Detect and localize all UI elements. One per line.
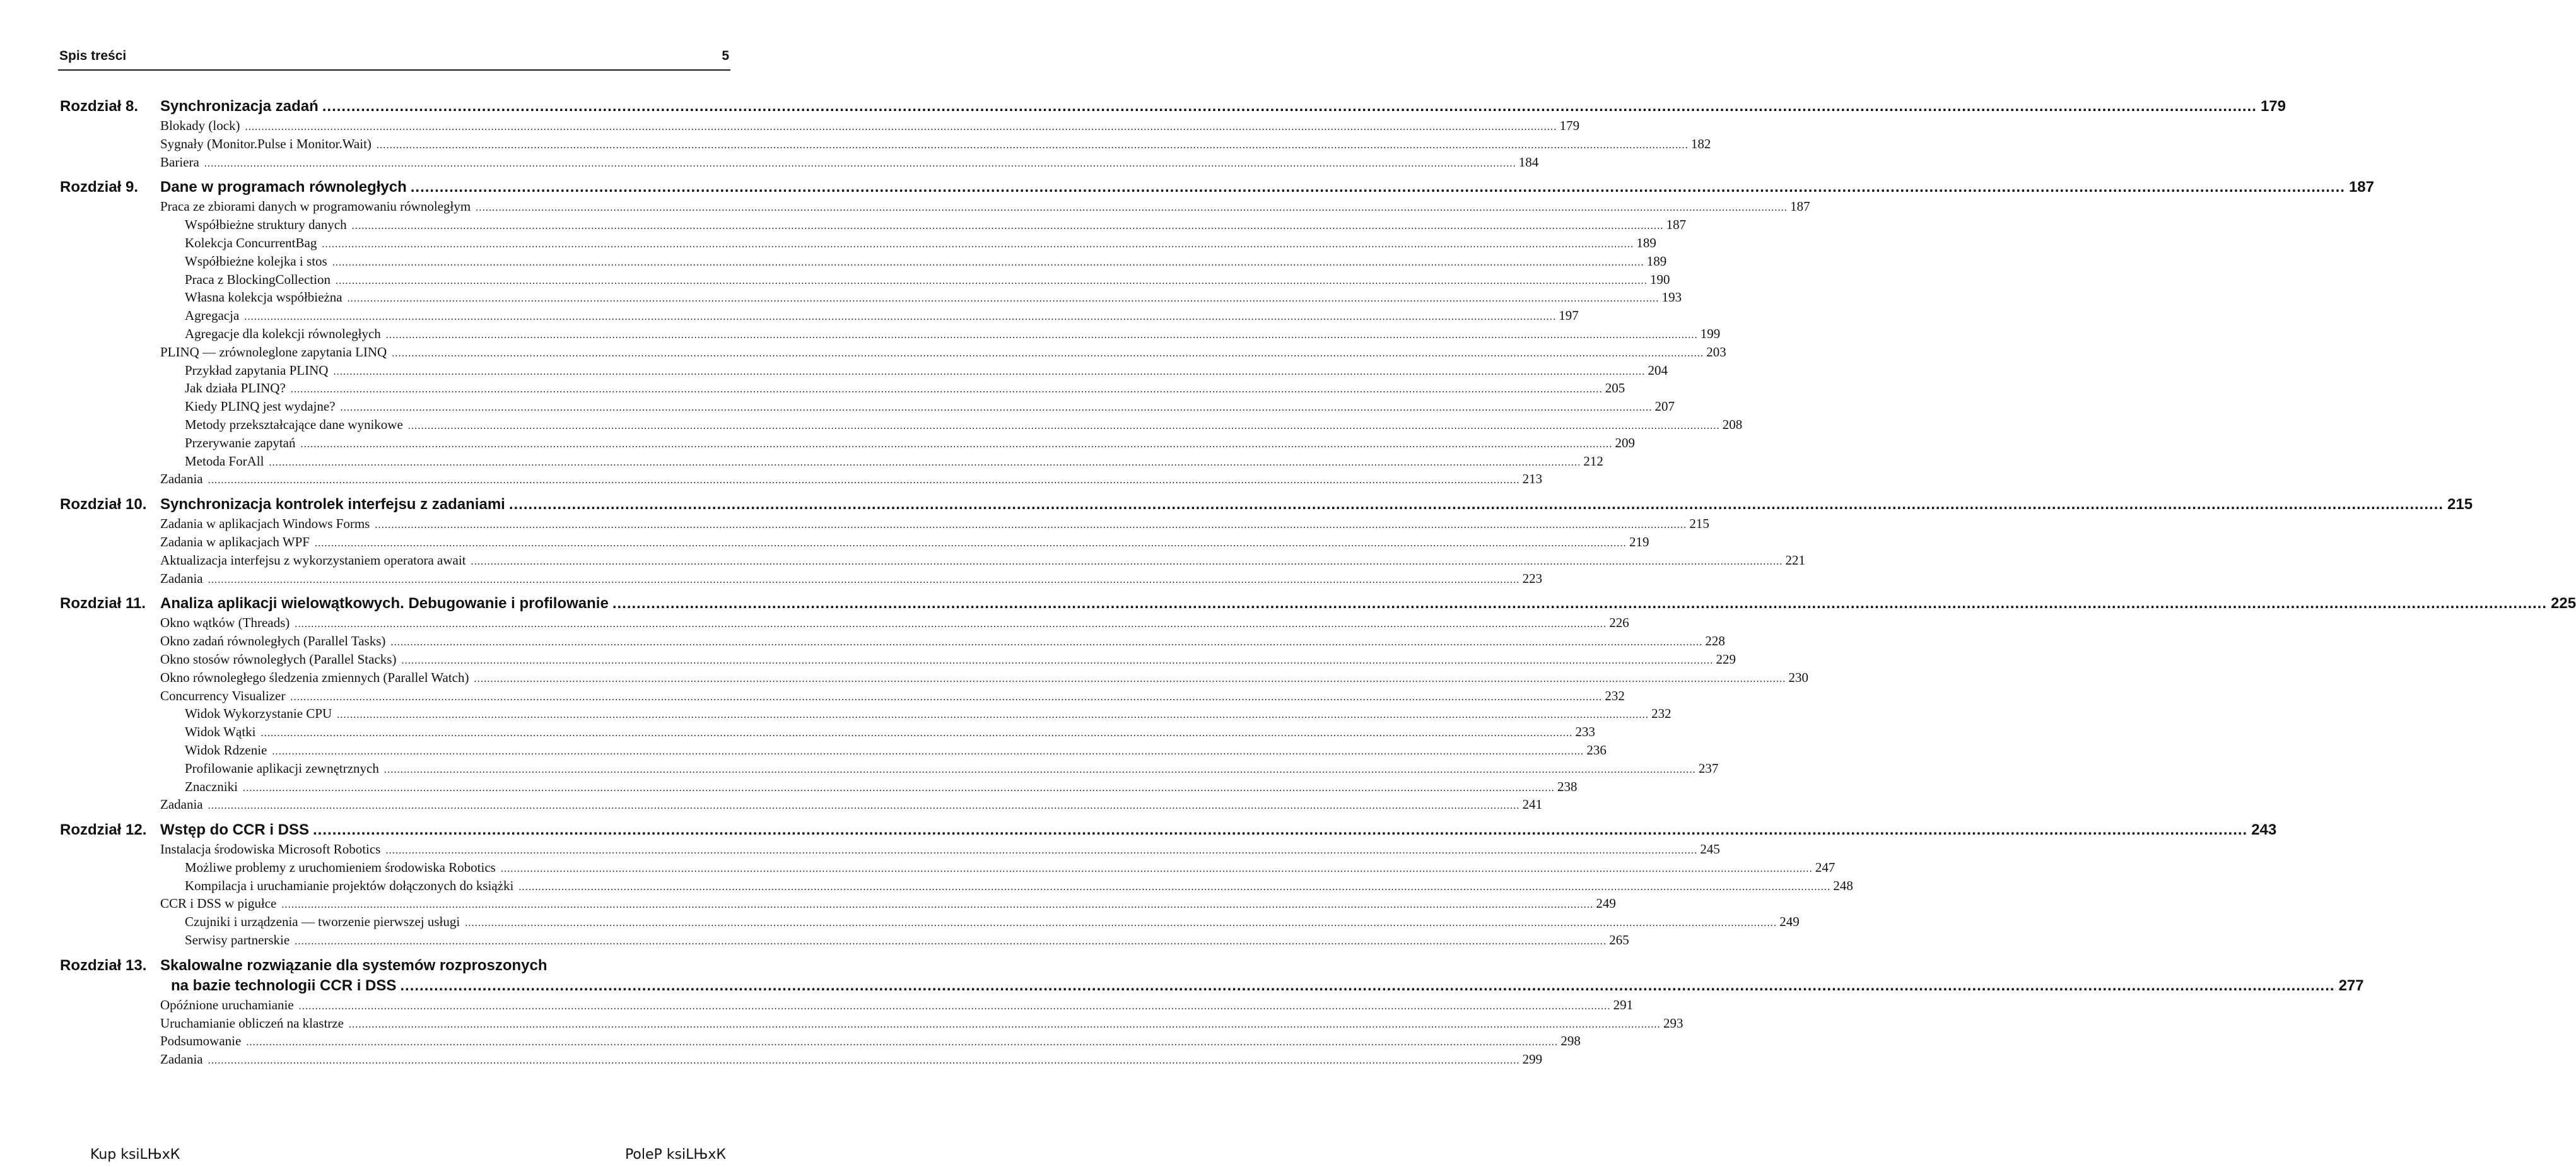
toc-subsection-entry[interactable] (60, 706, 1671, 724)
dot-leader: ................................................................................................................................................................................................................................................................................................................................................................................................................ (244, 312, 1557, 323)
dot-leader: ................................................................................................................................................................................................................................................................................................................................................................................................................ (410, 179, 2345, 196)
entry-title: Widok Wykorzystanie CPU (185, 706, 332, 722)
entry-title: Zadania (160, 797, 203, 812)
entry-page-number: 226 (1609, 615, 1629, 631)
toc-section-entry[interactable] (60, 1033, 1581, 1052)
entry-page-number: 182 (1690, 136, 1711, 151)
chapter-title-continued: na bazie technologii CCR i DSS (171, 976, 397, 994)
dot-leader: ................................................................................................................................................................................................................................................................................................................................................................................................................ (269, 457, 1581, 468)
toc-subsection-entry[interactable] (60, 859, 1835, 878)
dot-leader: ................................................................................................................................................................................................................................................................................................................................................................................................................ (208, 800, 1520, 812)
toc-subsection-entry[interactable] (60, 914, 1800, 932)
toc-subsection-entry[interactable] (60, 290, 1682, 308)
chapter-page-number: 215 (2447, 496, 2473, 513)
toc-chapter (60, 496, 2473, 589)
toc-subsection-entry[interactable] (60, 435, 1635, 454)
dot-leader: ................................................................................................................................................................................................................................................................................................................................................................................................................ (337, 710, 1649, 721)
dot-leader: ................................................................................................................................................................................................................................................................................................................................................................................................................ (281, 900, 1594, 911)
entry-title: Zadania w aplikacjach WPF (160, 534, 310, 549)
dot-leader: ................................................................................................................................................................................................................................................................................................................................................................................................................ (314, 537, 1627, 549)
chapter-label: Rozdział 12. (60, 821, 147, 839)
dot-leader: ................................................................................................................................................................................................................................................................................................................................................................................................................ (313, 821, 2248, 839)
entry-page-number: 299 (1522, 1052, 1543, 1067)
dot-leader: ................................................................................................................................................................................................................................................................................................................................................................................................................ (332, 257, 1644, 268)
dot-leader: ................................................................................................................................................................................................................................................................................................................................................................................................................ (347, 293, 1660, 305)
toc-section-entry[interactable] (60, 1015, 1683, 1034)
entry-title: Zadania (160, 471, 203, 487)
dot-leader: ................................................................................................................................................................................................................................................................................................................................................................................................................ (348, 1019, 1661, 1030)
toc-section-entry[interactable] (60, 154, 1539, 173)
entry-page-number: 265 (1609, 932, 1629, 948)
toc-chapter (60, 179, 2374, 490)
dot-leader: ................................................................................................................................................................................................................................................................................................................................................................................................................ (500, 863, 1813, 874)
entry-title: Metoda ForAll (185, 453, 264, 469)
chapter-title: Analiza aplikacji wielowątkowych. Debugowanie i profilowanie (160, 595, 609, 613)
table-of-contents (60, 98, 2576, 1076)
entry-title: PLINQ — zrównoleglone zapytania LINQ (160, 344, 387, 360)
toc-section-entry[interactable] (60, 552, 1806, 571)
dot-leader: ................................................................................................................................................................................................................................................................................................................................................................................................................ (383, 764, 1696, 775)
dot-leader: ................................................................................................................................................................................................................................................................................................................................................................................................................ (322, 238, 1634, 250)
toc-subsection-entry[interactable] (60, 724, 1595, 742)
entry-title: Okno równoległego śledzenia zmiennych (Parallel Watch) (160, 669, 469, 685)
toc-section-entry[interactable] (60, 570, 1543, 589)
entry-page-number: 205 (1605, 380, 1625, 396)
entry-title: Przykład zapytania PLINQ (185, 362, 329, 378)
entry-title: Własna kolekcja współbieżna (185, 290, 342, 305)
dot-leader: ................................................................................................................................................................................................................................................................................................................................................................................................................ (261, 728, 1573, 739)
dot-leader: ................................................................................................................................................................................................................................................................................................................................................................................................................ (465, 918, 1777, 929)
chapter-title: Skalowalne rozwiązanie dla systemów rozproszonych (160, 956, 547, 974)
dot-leader: ................................................................................................................................................................................................................................................................................................................................................................................................................ (290, 691, 1603, 703)
dot-leader: ................................................................................................................................................................................................................................................................................................................................................................................................................ (476, 202, 1788, 214)
entry-title: Aktualizacja interfejsu z wykorzystaniem operatora await (160, 552, 466, 568)
entry-title: Kolekcja ConcurrentBag (185, 235, 317, 250)
entry-title: Praca ze zbiorami danych w programowaniu równoległym (160, 199, 471, 214)
page-number: 5 (722, 49, 729, 63)
dot-leader: ................................................................................................................................................................................................................................................................................................................................................................................................................ (392, 348, 1704, 359)
entry-page-number: 238 (1557, 778, 1578, 794)
entry-title: Kompilacja i uruchamianie projektów dołączonych do książki (185, 877, 514, 893)
toc-subsection-entry[interactable] (60, 253, 1667, 272)
entry-page-number: 215 (1689, 516, 1709, 532)
entry-page-number: 223 (1522, 570, 1543, 586)
entry-page-number: 249 (1779, 914, 1800, 930)
entry-title: Profilowanie aplikacji zewnętrznych (185, 760, 379, 776)
dot-leader: ................................................................................................................................................................................................................................................................................................................................................................................................................ (400, 976, 2335, 994)
toc-subsection-entry[interactable] (60, 235, 1656, 254)
dot-leader: ................................................................................................................................................................................................................................................................................................................................................................................................................ (385, 329, 1698, 341)
dot-leader: ................................................................................................................................................................................................................................................................................................................................................................................................................ (204, 158, 1516, 169)
dot-leader: ................................................................................................................................................................................................................................................................................................................................................................................................................ (335, 275, 1648, 286)
entry-title: Concurrency Visualizer (160, 688, 286, 703)
chapter-page-number: 225 (2551, 595, 2576, 613)
entry-title: CCR i DSS w pigułce (160, 896, 277, 912)
chapter-heading[interactable] (60, 496, 2473, 516)
toc-subsection-entry[interactable] (60, 742, 1607, 761)
dot-leader: ................................................................................................................................................................................................................................................................................................................................................................................................................ (295, 619, 1607, 630)
chapter-heading-continued[interactable] (60, 976, 2364, 997)
entry-title: Okno wątków (Threads) (160, 615, 290, 631)
entry-title: Agregacja (185, 308, 240, 324)
toc-section-entry[interactable] (60, 199, 1810, 217)
dot-leader: ................................................................................................................................................................................................................................................................................................................................................................................................................ (245, 122, 1557, 132)
toc-chapter (60, 595, 2576, 815)
entry-page-number: 189 (1646, 253, 1667, 269)
dot-leader: ................................................................................................................................................................................................................................................................................................................................................................................................................ (471, 556, 1783, 567)
entry-page-number: 247 (1815, 859, 1835, 875)
toc-section-entry[interactable] (60, 633, 1725, 652)
chapter-page-number: 179 (2260, 98, 2286, 115)
entry-page-number: 189 (1636, 235, 1656, 250)
entry-page-number: 199 (1700, 325, 1721, 341)
dot-leader: ................................................................................................................................................................................................................................................................................................................................................................................................................ (300, 438, 1613, 450)
entry-page-number: 229 (1716, 651, 1736, 667)
entry-title: Kiedy PLINQ jest wydajne? (185, 399, 336, 414)
entry-title: Okno stosów równoległych (Parallel Stacks) (160, 651, 397, 667)
toc-subsection-entry[interactable] (60, 778, 1578, 797)
dot-leader: ................................................................................................................................................................................................................................................................................................................................................................................................................ (272, 746, 1584, 757)
toc-section-entry[interactable] (60, 118, 1580, 136)
entry-title: Okno zadań równoległych (Parallel Tasks) (160, 633, 386, 649)
toc-section-entry[interactable] (60, 471, 1543, 490)
toc-section-entry[interactable] (60, 516, 1709, 534)
chapter-label: Rozdział 8. (60, 98, 139, 115)
dot-leader: ................................................................................................................................................................................................................................................................................................................................................................................................................ (518, 881, 1831, 893)
entry-title: Blokady (lock) (160, 118, 240, 133)
entry-page-number: 184 (1518, 154, 1539, 170)
entry-page-number: 233 (1575, 724, 1595, 740)
chapter-title: Synchronizacja zadań (160, 98, 319, 115)
entry-page-number: 241 (1522, 797, 1543, 812)
entry-page-number: 209 (1615, 435, 1635, 450)
entry-title: Podsumowanie (160, 1033, 242, 1049)
entry-title: Czujniki i urządzenia — tworzenie pierwszej usługi (185, 914, 460, 930)
dot-leader: ................................................................................................................................................................................................................................................................................................................................................................................................................ (612, 595, 2548, 613)
entry-title: Agregacje dla kolekcji równoległych (185, 325, 381, 341)
entry-title: Praca z BlockingCollection (185, 271, 331, 287)
entry-page-number: 221 (1785, 552, 1806, 568)
entry-page-number: 237 (1698, 760, 1719, 776)
entry-page-number: 232 (1605, 688, 1625, 703)
entry-title: Możliwe problemy z uruchomieniem środowiska Robotics (185, 859, 496, 875)
dot-leader: ................................................................................................................................................................................................................................................................................................................................................................................................................ (208, 1055, 1520, 1067)
toc-section-entry[interactable] (60, 688, 1625, 707)
entry-title: Zadania (160, 1052, 203, 1067)
chapter-title: Dane w programach równoległych (160, 179, 407, 196)
dot-leader: ................................................................................................................................................................................................................................................................................................................................................................................................................ (375, 520, 1687, 531)
toc-subsection-entry[interactable] (60, 308, 1579, 326)
toc-section-entry[interactable] (60, 669, 1809, 688)
dot-leader: ................................................................................................................................................................................................................................................................................................................................................................................................................ (290, 384, 1603, 396)
dot-leader: ................................................................................................................................................................................................................................................................................................................................................................................................................ (474, 673, 1786, 684)
chapter-heading[interactable] (60, 98, 2286, 118)
entry-page-number: 245 (1700, 842, 1720, 857)
entry-page-number: 187 (1666, 217, 1687, 233)
chapter-title: Synchronizacja kontrolek interfejsu z zadaniami (160, 496, 505, 513)
entry-page-number: 179 (1559, 118, 1580, 133)
dot-leader: ................................................................................................................................................................................................................................................................................................................................................................................................................ (390, 637, 1703, 648)
entry-page-number: 298 (1560, 1033, 1581, 1049)
dot-leader: ................................................................................................................................................................................................................................................................................................................................................................................................................ (407, 420, 1720, 431)
toc-section-entry[interactable] (60, 1052, 1543, 1070)
running-head-title: Spis treści (59, 49, 127, 63)
toc-subsection-entry[interactable] (60, 271, 1670, 290)
chapter-page-number: 277 (2338, 976, 2364, 994)
chapter-label: Rozdział 9. (60, 179, 139, 196)
toc-section-entry[interactable] (60, 534, 1649, 553)
chapter-page-number: 187 (2348, 179, 2374, 196)
chapter-label: Rozdział 11. (60, 595, 146, 613)
entry-title: Przerywanie zapytań (185, 435, 296, 450)
toc-subsection-entry[interactable] (60, 453, 1603, 472)
entry-page-number: 228 (1705, 633, 1725, 649)
toc-chapter (60, 98, 2286, 172)
dot-leader: ................................................................................................................................................................................................................................................................................................................................................................................................................ (295, 936, 1607, 947)
entry-page-number: 213 (1522, 471, 1543, 487)
chapter-page-number: 243 (2251, 821, 2277, 839)
dot-leader: ................................................................................................................................................................................................................................................................................................................................................................................................................ (322, 98, 2257, 115)
entry-page-number: 190 (1649, 271, 1670, 287)
dot-leader: ................................................................................................................................................................................................................................................................................................................................................................................................................ (351, 221, 1664, 232)
toc-chapter (60, 821, 2277, 951)
entry-title: Sygnały (Monitor.Pulse i Monitor.Wait) (160, 136, 372, 151)
entry-title: Współbieżne kolejka i stos (185, 253, 327, 269)
toc-subsection-entry[interactable] (60, 362, 1668, 381)
chapter-label: Rozdział 13. (60, 956, 147, 974)
chapter-label: Rozdział 10. (60, 496, 147, 513)
toc-subsection-entry[interactable] (60, 380, 1625, 399)
entry-title: Jak działa PLINQ? (185, 380, 286, 396)
entry-page-number: 248 (1833, 877, 1853, 893)
toc-section-entry[interactable] (60, 651, 1736, 670)
toc-subsection-entry[interactable] (60, 932, 1629, 951)
entry-page-number: 236 (1586, 742, 1607, 758)
entry-title: Serwisy partnerskie (185, 932, 290, 948)
footer-buy-link[interactable]: Kup ksiLЊxК (90, 1147, 180, 1163)
chapter-heading[interactable] (60, 821, 2277, 842)
entry-title: Znaczniki (185, 778, 238, 794)
entry-title: Uruchamianie obliczeń na klastrze (160, 1015, 344, 1031)
entry-page-number: 204 (1648, 362, 1668, 378)
toc-section-entry[interactable] (60, 344, 1726, 363)
entry-page-number: 203 (1706, 344, 1726, 360)
toc-section-entry[interactable] (60, 896, 1616, 914)
toc-section-entry[interactable] (60, 797, 1543, 815)
entry-title: Współbieżne struktury danych (185, 217, 347, 233)
entry-page-number: 230 (1788, 669, 1809, 685)
entry-page-number: 291 (1613, 997, 1634, 1012)
toc-subsection-entry[interactable] (60, 760, 1719, 779)
toc-section-entry[interactable] (60, 615, 1629, 633)
toc-subsection-entry[interactable] (60, 217, 1687, 235)
entry-page-number: 187 (1790, 199, 1810, 214)
toc-subsection-entry[interactable] (60, 416, 1743, 435)
dot-leader: ................................................................................................................................................................................................................................................................................................................................................................................................................ (208, 574, 1520, 585)
entry-title: Opóźnione uruchamianie (160, 997, 294, 1012)
chapter-heading[interactable] (60, 179, 2374, 199)
entry-page-number: 193 (1661, 290, 1682, 305)
entry-title: Zadania (160, 570, 203, 586)
page-header (58, 47, 730, 71)
toc-section-entry[interactable] (60, 997, 1634, 1016)
toc-section-entry[interactable] (60, 842, 1720, 860)
chapter-heading[interactable] (60, 595, 2576, 615)
toc-subsection-entry[interactable] (60, 399, 1675, 417)
toc-subsection-entry[interactable] (60, 325, 1721, 344)
dot-leader: ................................................................................................................................................................................................................................................................................................................................................................................................................ (385, 845, 1698, 857)
chapter-title: Wstęp do CCR i DSS (160, 821, 310, 839)
toc-subsection-entry[interactable] (60, 877, 1853, 896)
entry-page-number: 212 (1583, 453, 1603, 469)
dot-leader: ................................................................................................................................................................................................................................................................................................................................................................................................................ (376, 139, 1689, 151)
dot-leader: ................................................................................................................................................................................................................................................................................................................................................................................................................ (401, 655, 1714, 666)
toc-section-entry[interactable] (60, 136, 1711, 155)
entry-page-number: 197 (1559, 308, 1579, 324)
entry-title: Metody przekształcające dane wynikowe (185, 416, 403, 432)
toc-chapter (60, 956, 2364, 1070)
entry-page-number: 232 (1651, 706, 1671, 722)
footer-share-link[interactable]: PoleP ksiLЊxК (624, 1147, 726, 1163)
chapter-heading[interactable] (60, 957, 730, 977)
dot-leader: ................................................................................................................................................................................................................................................................................................................................................................................................................ (298, 1000, 1611, 1012)
dot-leader: ................................................................................................................................................................................................................................................................................................................................................................................................................ (246, 1037, 1559, 1048)
entry-page-number: 249 (1596, 896, 1616, 912)
entry-title: Instalacja środowiska Microsoft Robotics (160, 842, 381, 857)
entry-page-number: 293 (1663, 1015, 1683, 1031)
entry-title: Bariera (160, 154, 199, 170)
entry-title: Zadania w aplikacjach Windows Forms (160, 516, 370, 532)
entry-title: Widok Wątki (185, 724, 256, 740)
entry-title: Widok Rdzenie (185, 742, 267, 758)
entry-page-number: 208 (1722, 416, 1743, 432)
dot-leader: ................................................................................................................................................................................................................................................................................................................................................................................................................ (333, 366, 1646, 377)
dot-leader: ................................................................................................................................................................................................................................................................................................................................................................................................................ (208, 475, 1520, 486)
dot-leader: ................................................................................................................................................................................................................................................................................................................................................................................................................ (340, 402, 1653, 414)
dot-leader: ................................................................................................................................................................................................................................................................................................................................................................................................................ (508, 496, 2444, 513)
entry-page-number: 219 (1629, 534, 1649, 549)
entry-page-number: 207 (1654, 399, 1675, 414)
dot-leader: ................................................................................................................................................................................................................................................................................................................................................................................................................ (242, 782, 1555, 794)
